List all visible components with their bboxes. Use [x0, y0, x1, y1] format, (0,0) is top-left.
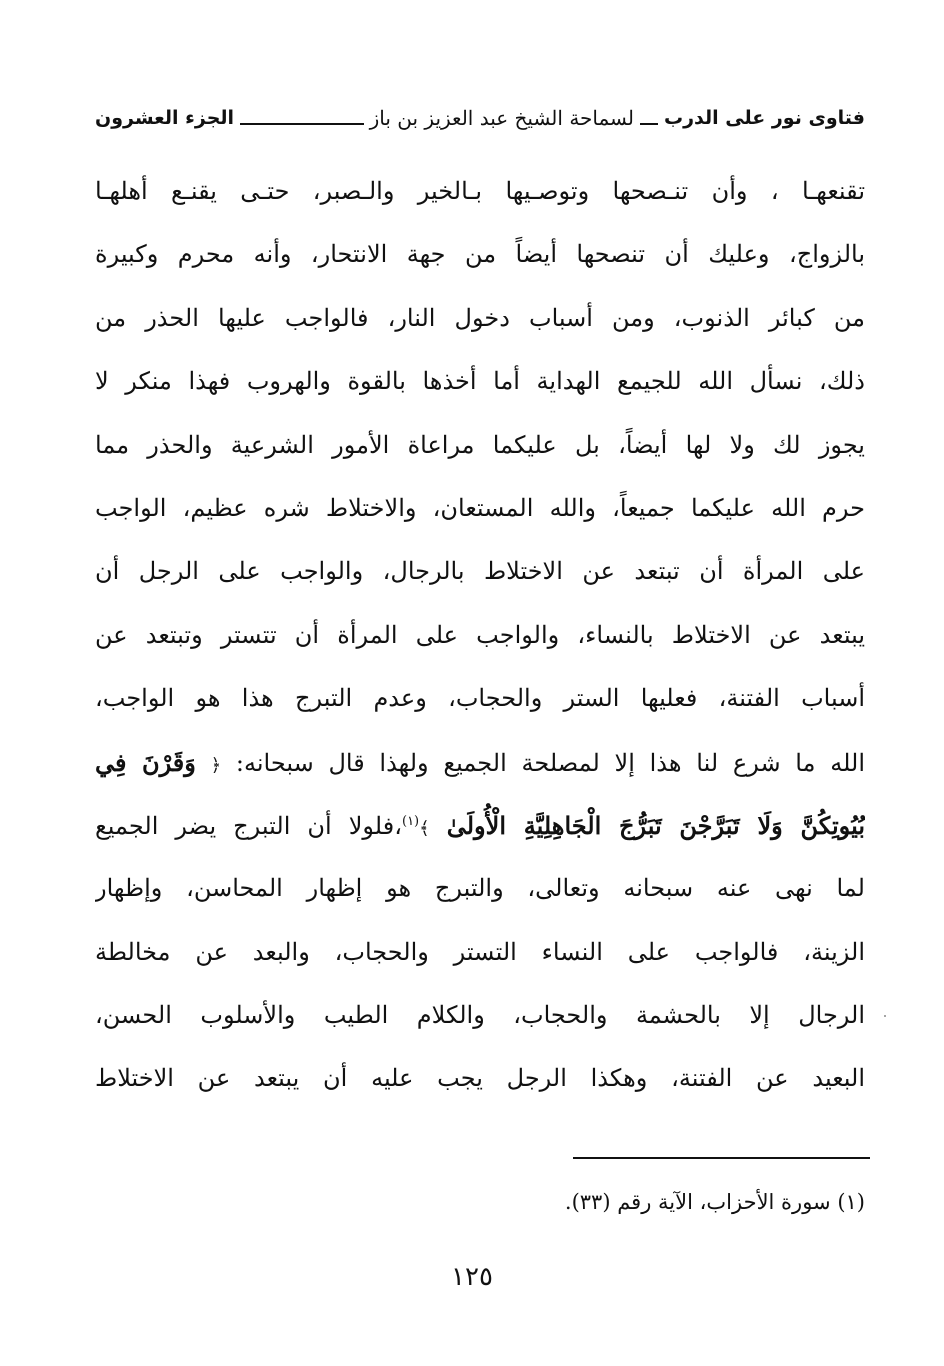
footnote: (١) سورة الأحزاب، الآية رقم (٣٣). [564, 1190, 865, 1214]
text-line: بالزواج، وعليك أن تنصحها أيضاً من جهة الانتحار، وأنه محرم وكبيرة [95, 240, 865, 269]
author-name: لسماحة الشيخ عبد العزيز بن باز [369, 106, 634, 130]
quran-close-bracket: ﴾ [419, 817, 430, 839]
footnote-reference[interactable]: (١) [401, 813, 420, 829]
text-line: على المرأة أن تبتعد عن الاختلاط بالرجال، والواجب على الرجل أن [95, 557, 865, 586]
text-line: الزينة، فالواجب على النساء التستر والحجاب، والبعد عن مخالطة [95, 937, 865, 966]
line-text: الله ما شرع لنا هذا إلا لمصلحة الجميع ولهذا قال سبحانه: [235, 748, 865, 777]
quran-verse-part2: بُيُوتِكُنَّ وَلَا تَبَرَّجْنَ تَبَرُّجَ الْجَاهِلِيَّةِ الْأُولَىٰ [446, 810, 865, 840]
text-line: لما نهى عنه سبحانه وتعالى، والتبرج هو إظهار المحاسن، وإظهار [95, 874, 865, 903]
text-line: أسباب الفتنة، فعليها الستر والحجاب، وعدم التبرج هذا هو الواجب، [95, 684, 865, 713]
text-line-quran-start [95, 731, 865, 794]
body-text [95, 160, 865, 1111]
quran-open-bracket: ﴿ [210, 754, 222, 776]
volume-label: الجزء العشرون [95, 107, 235, 129]
text-line: البعيد عن الفتنة، وهكذا الرجل يجب عليه أن يبتعد عن الاختلاط [95, 1064, 865, 1093]
margin-speck [884, 1015, 886, 1017]
text-line: الرجال إلا بالحشمة والحجاب، والكلام الطيب والأسلوب الحسن، [95, 1001, 865, 1030]
book-title: فتاوى نور على الدرب [664, 107, 865, 129]
page-number: ١٢٥ [451, 1262, 493, 1292]
text-line: من كبائر الذنوب، ومن أسباب دخول النار، فالواجب عليها الحذر من [95, 303, 865, 332]
text-line: حرم الله عليكما جميعاً، والله المستعان، والاختلاط شره عظيم، الواجب [95, 493, 865, 522]
text-line: يجوز لك ولا لها أيضاً، بل عليكما مراعاة الأمور الشرعية والحذر مما [95, 430, 865, 459]
quran-verse-part1: وَقَرْنَ فِي [95, 747, 196, 777]
line-text: ،فلولا أن التبرج يضر الجميع [95, 811, 402, 840]
text-line: ذلك، نسأل الله للجيمع الهداية أما أخذها بالقوة والهروب فهذا منكر لا [95, 367, 865, 396]
footnote-separator [573, 1157, 870, 1159]
text-line: تقنعهـا ، وأن تنـصحها وتوصـيها بـالخير والـصبر، حتـى يقنـع أهلهـا [95, 177, 865, 205]
header-rule [240, 123, 364, 125]
running-header [95, 98, 865, 138]
text-line-quran-end [95, 794, 865, 857]
header-dash [640, 123, 658, 125]
text-line: يبتعد عن الاختلاط بالنساء، والواجب على المرأة أن تتستر وتبتعد عن [95, 620, 865, 649]
